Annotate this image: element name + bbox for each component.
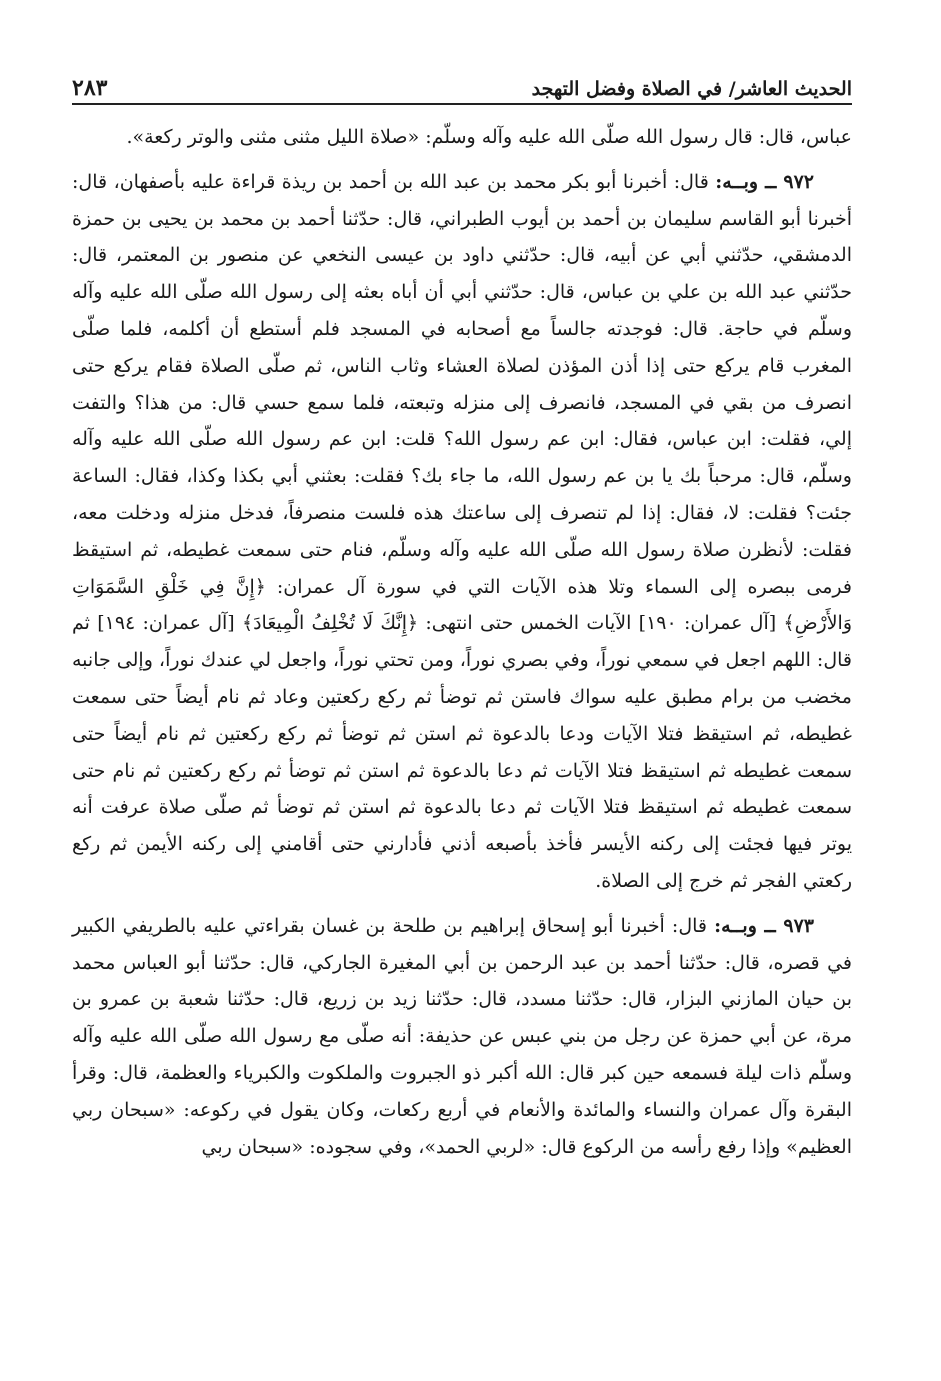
body-text [72,119,852,1165]
hadith-number: ٩٧٢ ــ وبــه: [715,170,814,193]
hadith-972 [72,164,852,900]
book-page [72,55,852,1165]
hadith-number: ٩٧٣ ــ وبــه: [714,914,814,937]
paragraph-continuation: عباس، قال: قال رسول الله صلّى الله عليه وآله وسلّم: «صلاة الليل مثنى مثنى والوتر ركعة». [126,126,852,148]
hadith-973 [72,908,852,1166]
hadith-text: قال: أخبرنا أبو إسحاق إبراهيم بن طلحة بن غسان بقراءتي عليه بالطريفي الكبير في قصره، قال: حدّثنا أحمد بن عبد الرحمن بن أبي المغيرة الجاركي، قال: حدّثنا أبو العباس محمد بن حيان المازني البزار، قال: حدّثنا مسدد، قال: حدّثنا زيد بن زريع، قال: حدّثنا شعبة بن عمرو بن مرة، عن أبي حمزة عن رجل من بني عبس عن حذيفة: أنه صلّى مع رسول الله صلّى الله عليه وآله وسلّم ذات ليلة فسمعه حين كبر قال: الله أكبر ذو الجبروت والملكوت والكبرياء والعظمة، قال: وقرأ البقرة وآل عمران والنساء والمائدة والأنعام في أربع ركعات، وكان يقول في ركوعه: «سبحان ربي العظيم» وإذا رفع رأسه من الركوع قال: «لربي الحمد»، وفي سجوده: «سبحان ربي [72,914,852,1158]
running-title: الحديث العاشر/ في الصلاة وفضل التهجد [531,78,852,100]
page-header [72,55,852,105]
hadith-text: قال: أخبرنا أبو بكر محمد بن عبد الله بن أحمد بن ريذة قراءة عليه بأصفهان، قال: أخبرنا أبو القاسم سليمان بن أحمد بن أيوب الطبراني، قال: حدّثنا أحمد بن محمد بن يحيى بن حمزة الدمشقي، حدّثني أبي عن أبيه، قال: حدّثني داود بن عيسى النخعي عن منصور بن المعتمر، قال: حدّثني عبد الله بن علي بن عباس، قال: حدّثني أبي أن أباه بعثه إلى رسول الله صلّى الله عليه وآله وسلّم في حاجة. قال: فوجدته جالساً مع أصحابه في المسجد فلم أستطع أن أكلمه، فلما صلّى المغرب قام يركع حتى إذا أذن المؤذن لصلاة العشاء وثاب الناس، ثم صلّى الصلاة فقام يركع حتى انصرف من بقي في المسجد، فانصرف إلى منزله وتبعته، فلما سمع حسي قال: من هذا؟ والتفت إلي، فقلت: ابن عباس، فقال: ابن عم رسول الله؟ قلت: ابن عم رسول الله صلّى الله عليه وآله وسلّم، قال: مرحباً بك يا بن عم رسول الله، ما جاء بك؟ فقلت: بعثني أبي بكذا وكذا، فقال: الساعة جئت؟ فقلت: لا، فقال: إذا لم تنصرف إلى ساعتك هذه فلست منصرفاً، فدخل منزله ودخلت معه، فقلت: لأنظرن صلاة رسول الله صلّى الله عليه وآله وسلّم، فنام حتى سمعت غطيطه، ثم استيقظ فرمى ببصره إلى السماء وتلا هذه الآيات التي في سورة آل عمران: ﴿إِنَّ فِي خَلْقِ السَّمَوَاتِ وَالأَرْضِ﴾ [آل عمران: ١٩٠] الآيات الخمس حتى انتهى: ﴿إِنَّكَ لَا تُخْلِفُ الْمِيعَادَ﴾ [آل عمران: ١٩٤] ثم قال: اللهم اجعل في سمعي نوراً، وفي بصري نوراً، ومن تحتي نوراً، واجعل لي عندك نوراً، وإلى جانبه مخضب من برام مطبق عليه سواك فاستن ثم توضأ ثم ركع ركعتين وعاد ثم نام أيضاً حتى سمعت غطيطه، ثم استيقظ فتلا الآيات ودعا بالدعوة ثم استن ثم توضأ ثم ركع ركعتين ثم نام أيضاً حتى سمعت غطيطه ثم استيقظ فتلا الآيات ثم دعا بالدعوة ثم استن ثم توضأ ثم ركع ركعتين ثم نام حتى سمعت غطيطه ثم استيقظ فتلا الآيات ثم دعا بالدعوة ثم استن ثم توضأ ثم صلّى صلاة عرفت أنه يوتر فيها فجئت إلى ركنه الأيسر فأخذ بأصبعه أذني فأدارني حتى أقامني إلى ركنه الأيمن ثم ركع ركعتي الفجر ثم خرج إلى الصلاة. [72,170,853,892]
page-number: ٢٨٣ [72,75,108,101]
